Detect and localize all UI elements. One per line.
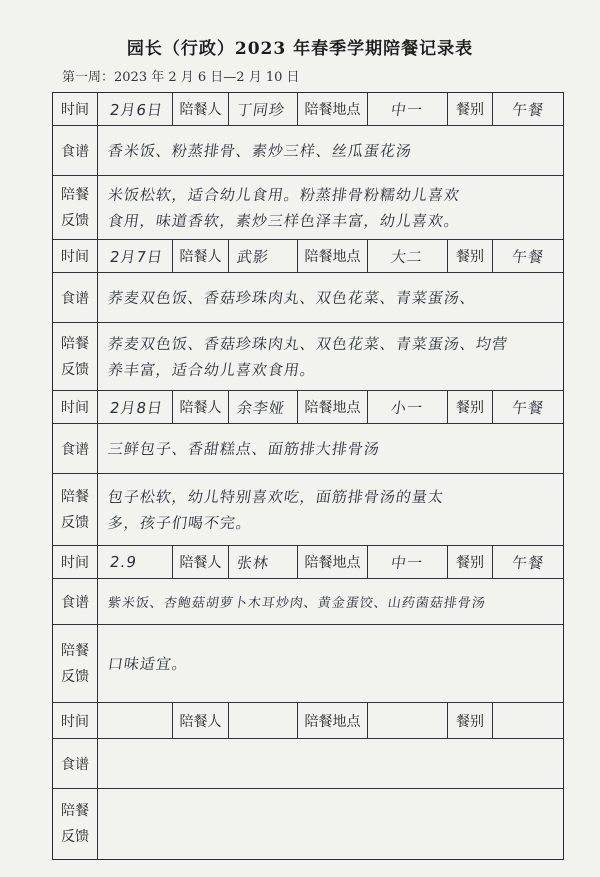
entry-3-meta-row [53, 391, 563, 424]
entry-5-menu-row [53, 739, 563, 789]
time-label: 时间 [53, 240, 98, 272]
menu-value: 紫米饭、杏鲍菇胡萝卜木耳炒肉、黄金蛋饺、山药菌菇排骨汤 [106, 596, 487, 611]
feedback-line: 米饭松软，适合幼儿食用。粉蒸排骨粉糯幼儿喜欢 [106, 185, 462, 204]
menu-label: 食谱 [53, 739, 98, 788]
date-value: 2月6日 [108, 100, 165, 119]
meal-type-label: 餐别 [448, 93, 493, 125]
menu-value: 香米饭、粉蒸排骨、素炒三样、丝瓜蛋花汤 [106, 142, 414, 160]
location-value: 小一 [390, 398, 425, 417]
feedback-label: 陪餐 反馈 [53, 176, 98, 239]
feedback-label: 陪餐 反馈 [53, 625, 98, 702]
meal-type-value: 午餐 [510, 247, 546, 266]
feedback-label: 陪餐 反馈 [53, 789, 98, 859]
menu-label: 食谱 [53, 424, 98, 473]
companion-label: 陪餐人 [173, 703, 229, 738]
feedback-line: 荞麦双色饭、香菇珍珠肉丸、双色花菜、青菜蛋汤、均营 [106, 334, 510, 353]
location-value: 大二 [390, 247, 425, 266]
companion-label: 陪餐人 [173, 546, 229, 578]
entry-3-feedback-row [53, 474, 563, 546]
page-title: 园长（行政）2023 年春季学期陪餐记录表 [126, 39, 474, 59]
location-label: 陪餐地点 [298, 703, 368, 738]
entry-2-meta-row [53, 240, 563, 273]
meal-type-label: 餐别 [448, 546, 493, 578]
feedback-line: 包子松软，幼儿特别喜欢吃，面筋排骨汤的量太 [106, 487, 446, 506]
companion-value: 武影 [235, 247, 271, 266]
location-label: 陪餐地点 [298, 546, 368, 578]
companion-value: 丁同珍 [235, 100, 287, 119]
companion-value: 张林 [235, 553, 271, 572]
location-value: 中一 [390, 553, 425, 572]
menu-label: 食谱 [53, 126, 98, 175]
location-label: 陪餐地点 [298, 391, 368, 423]
meal-type-value: 午餐 [510, 398, 546, 417]
date-value: 2月7日 [108, 247, 165, 266]
entry-4-menu-row [53, 579, 563, 625]
feedback-line: 口味适宜。 [106, 654, 190, 673]
location-value: 中一 [390, 100, 425, 119]
menu-label: 食谱 [53, 579, 98, 624]
menu-label: 食谱 [53, 273, 98, 322]
feedback-label: 陪餐 反馈 [53, 474, 98, 545]
entry-1-feedback-row [53, 176, 563, 240]
entry-1-meta-row [53, 93, 563, 126]
time-label: 时间 [53, 93, 98, 125]
feedback-line: 养丰富，适合幼儿喜欢食用。 [106, 360, 318, 379]
feedback-label: 陪餐 反馈 [53, 323, 98, 390]
companion-label: 陪餐人 [173, 391, 229, 423]
meal-record-table [52, 92, 564, 860]
time-label: 时间 [53, 391, 98, 423]
menu-value: 荞麦双色饭、香菇珍珠肉丸、双色花菜、青菜蛋汤、 [106, 289, 478, 307]
meal-type-value: 午餐 [510, 553, 546, 572]
time-label: 时间 [53, 703, 98, 738]
meal-type-value: 午餐 [510, 100, 546, 119]
meal-type-label: 餐别 [448, 240, 493, 272]
date-value: 2.9 [108, 553, 139, 571]
meal-type-label: 餐别 [448, 391, 493, 423]
entry-5-meta-row [53, 703, 563, 739]
location-label: 陪餐地点 [298, 93, 368, 125]
entry-2-menu-row [53, 273, 563, 323]
menu-value: 三鲜包子、香甜糕点、面筋排大排骨汤 [106, 440, 382, 458]
feedback-line: 多，孩子们喝不完。 [106, 513, 254, 532]
entry-1-menu-row [53, 126, 563, 176]
location-label: 陪餐地点 [298, 240, 368, 272]
feedback-line: 食用，味道香软，素炒三样色泽丰富，幼儿喜欢。 [106, 211, 462, 230]
entry-4-feedback-row [53, 625, 563, 703]
companion-value: 余李娅 [235, 398, 287, 417]
week-range: 第一周：2023 年 2 月 6 日—2 月 10 日 [62, 70, 300, 85]
entry-4-meta-row [53, 546, 563, 579]
entry-2-feedback-row [53, 323, 563, 391]
meal-type-label: 餐别 [448, 703, 493, 738]
entry-3-menu-row [53, 424, 563, 474]
companion-label: 陪餐人 [173, 240, 229, 272]
time-label: 时间 [53, 546, 98, 578]
date-value: 2月8日 [108, 398, 165, 417]
entry-5-feedback-row [53, 789, 563, 859]
companion-label: 陪餐人 [173, 93, 229, 125]
